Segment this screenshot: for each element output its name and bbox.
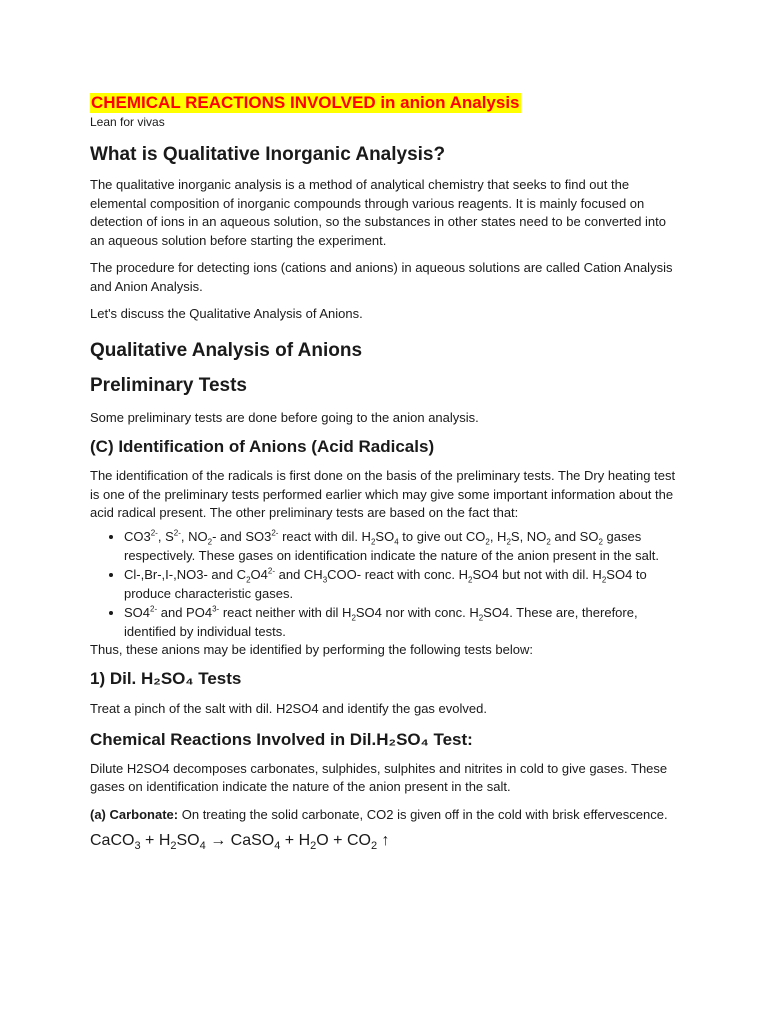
preliminary-facts-list <box>90 527 678 641</box>
carbonate-text: On treating the solid carbonate, CO2 is given off in the cold with brisk effervescence. <box>178 806 668 822</box>
carbonate-label: (a) Carbonate: <box>90 806 179 822</box>
paragraph-preliminary: Some preliminary tests are done before going to the anion analysis. <box>90 409 479 425</box>
paragraph-carbonate <box>90 806 678 825</box>
paragraph-identification: The identification of the radicals is first done on the basis of the preliminary tests. The Dry heating test is one of the preliminary tests performed earlier which may give some important information about the acid radical present. The other preliminary tests are based on the fact that: <box>90 468 676 520</box>
paragraph-treat-pinch: Treat a pinch of the salt with dil. H2SO4 and identify the gas evolved. <box>90 701 487 716</box>
paragraph-dilute-decomposes: Dilute H2SO4 decomposes carbonates, sulphides, sulphites and nitrites in cold to give gases. These gases on identification indicate the nature of the anion present in the salt. <box>90 760 668 794</box>
document-subtitle: Lean for vivas <box>90 115 165 129</box>
document-title: CHEMICAL REACTIONS INVOLVED in anion Analysis <box>91 93 520 112</box>
paragraph-procedure: The procedure for detecting ions (cations and anions) in aqueous solutions are called Cation Analysis and Anion Analysis. <box>90 260 673 294</box>
heading-qualitative-anions: Qualitative Analysis of Anions <box>90 339 363 361</box>
list-item: • $SO4^{2-}$ and $PO4^{3-}$ react neither with dil $H_2SO4$ nor with conc. $H_2SO4$. These are, therefore, identified by individual tests. <box>124 603 678 641</box>
list-item: • $CO3^{2-}$, $S^{2-}$, $NO_2-$ and $SO3^{2-}$ react with dil. $H_2SO_4$ to give out $CO_2$, $H_2S$, $NO_2$ and $SO_2$ gases respectively. These gases on identification indicate the nature of the anion present in the salt. <box>124 527 678 565</box>
paragraph-lets-discuss: Let's discuss the Qualitative Analysis of Anions. <box>90 306 363 321</box>
paragraph-thus: Thus, these anions may be identified by performing the following tests below: <box>90 641 533 657</box>
heading-preliminary-tests: Preliminary Tests <box>90 374 248 396</box>
heading-dil-h2so4-tests: 1) Dil. H₂SO₄ Tests <box>90 669 242 688</box>
equation-carbonate: CaCO$_3$ + $H_2SO_4$ → CaSO$_4$ + $H_2O + CO_2$ ↑ <box>90 832 390 853</box>
list-item: • Cl-,Br-,I-,NO3- and $C_2O4^{2-}$ and $CH_3COO-$ react with conc. $H_2SO4$ but not with dil. $H_2SO4$ to produce characteristic gases. <box>124 565 678 603</box>
heading-chemical-reactions-dil: Chemical Reactions Involved in Dil.H₂SO₄ Test: <box>90 729 473 749</box>
heading-identification-anions: (C) Identification of Anions (Acid Radicals) <box>90 437 435 456</box>
heading-what-is-qualitative: What is Qualitative Inorganic Analysis? <box>90 144 446 165</box>
paragraph-definition: The qualitative inorganic analysis is a method of analytical chemistry that seeks to find out the elemental composition of inorganic compounds through various reagents. It is mainly focused on detection of ions in an aqueous solution, so the substances in other states need to be converted into an aqueous solution before starting the experiment. <box>90 177 666 248</box>
